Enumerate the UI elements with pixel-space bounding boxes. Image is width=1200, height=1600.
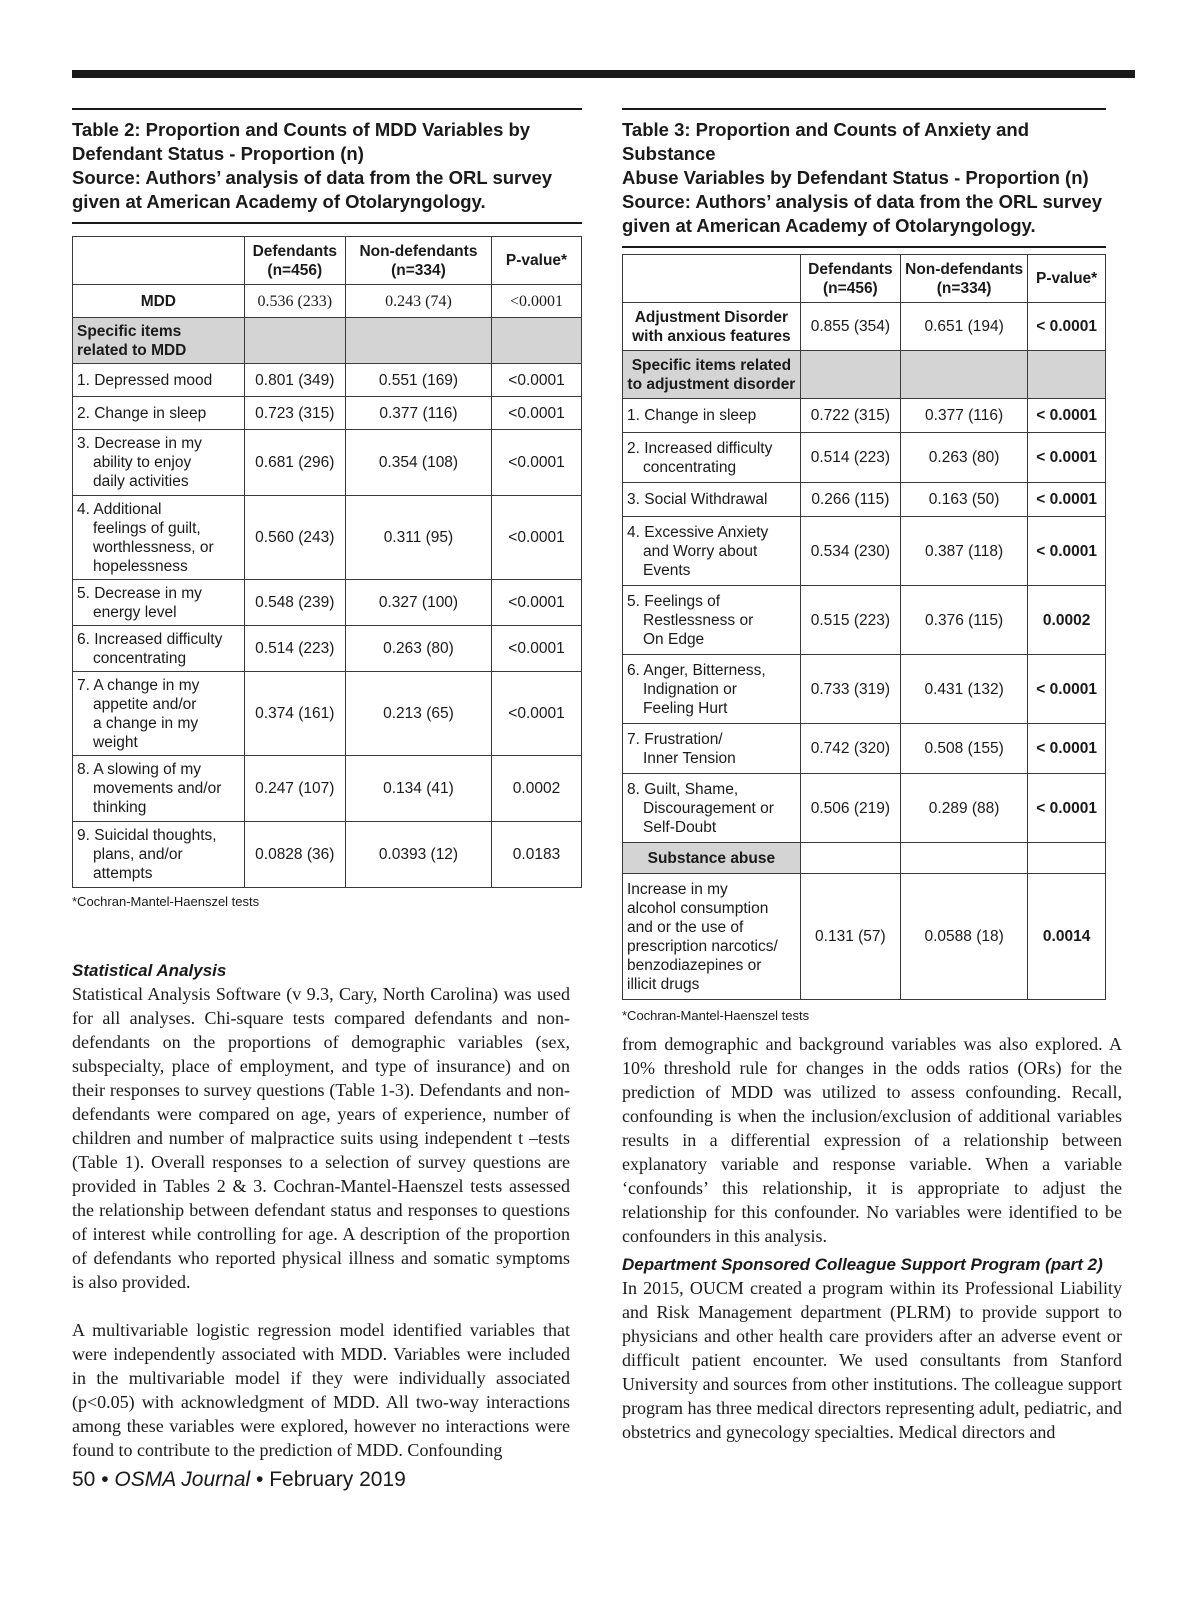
page-footer [72, 1468, 406, 1492]
table2-header-pvalue: P-value* [492, 237, 582, 285]
table3-row-label: 1. Change in sleep [623, 399, 801, 433]
top-rule [72, 70, 1135, 78]
table3-non-cell: 0.0588 (18) [901, 874, 1028, 1000]
table3-row [623, 724, 1106, 774]
table2-row [73, 496, 582, 580]
table2-def-cell: 0.548 (239) [244, 580, 345, 626]
table2-section-row [73, 318, 582, 364]
table3-p-cell: < 0.0001 [1028, 517, 1106, 586]
table3-header-pvalue: P-value* [1028, 255, 1106, 303]
table3-def-cell: 0.722 (315) [800, 399, 900, 433]
table2-mdd-label: MDD [73, 285, 245, 318]
table2-p-cell: <0.0001 [492, 626, 582, 672]
issue-date: February 2019 [269, 1468, 406, 1491]
table3-non-cell: 0.377 (116) [901, 399, 1028, 433]
table2-section-label: Specific items related to MDD [73, 318, 245, 364]
table3-row [623, 433, 1106, 483]
right-column [622, 108, 1122, 1442]
table3-row-label: 4. Excessive Anxiety and Worry about Events [623, 517, 801, 586]
table2-row-label: 4. Additional feelings of guilt, worthlessness, or hopelessness [73, 496, 245, 580]
table3-p-cell: < 0.0001 [1028, 483, 1106, 517]
body-paragraph: In 2015, OUCM created a program within its Professional Liability and Risk Management department (PLRM) to provide support to physicians and other health care providers after an adverse event or difficult patient encounter. We used consultants from Stanford University and sources from other institutions. The colleague support program has three medical directors representing adult, pediatric, and obstetrics and gynecology specialties. Medical directors and [622, 1278, 1122, 1442]
table2-p-cell: <0.0001 [492, 496, 582, 580]
table2-mdd-def: 0.536 (233) [244, 285, 345, 318]
table3-row-label: 8. Guilt, Shame, Discouragement or Self-Doubt [623, 774, 801, 843]
table2-row-label: 1. Depressed mood [73, 364, 245, 397]
table2-row-label: 5. Decrease in my energy level [73, 580, 245, 626]
table2-p-cell: <0.0001 [492, 580, 582, 626]
section-heading: Department Sponsored Colleague Support Program (part 2) [622, 1255, 1103, 1274]
table3-p-cell: 0.0014 [1028, 874, 1106, 1000]
footer-separator: • [256, 1468, 264, 1491]
table3-non-cell: 0.163 (50) [901, 483, 1028, 517]
table2-mdd-row [73, 285, 582, 318]
table2-p-cell: <0.0001 [492, 364, 582, 397]
table3-def-cell: 0.131 (57) [800, 874, 900, 1000]
table3-row [623, 874, 1106, 1000]
table2-row-label: 3. Decrease in my ability to enjoy daily activities [73, 430, 245, 496]
table3-section-row [623, 351, 1106, 399]
table3-section-blank [901, 351, 1028, 399]
table3-adjustment-def: 0.855 (354) [800, 303, 900, 351]
table3-p-cell: < 0.0001 [1028, 399, 1106, 433]
table2-def-cell: 0.560 (243) [244, 496, 345, 580]
table2-p-cell: <0.0001 [492, 397, 582, 430]
page-number: 50 [72, 1468, 96, 1491]
table3-row [623, 483, 1106, 517]
right-text-section [622, 1032, 1122, 1444]
table2-p-cell: <0.0001 [492, 430, 582, 496]
table2-non-cell: 0.213 (65) [345, 672, 491, 756]
table3-substance-blank [1028, 843, 1106, 874]
table3-row-label: 6. Anger, Bitterness, Indignation or Feeling Hurt [623, 655, 801, 724]
table2-header-defendants: Defendants (n=456) [244, 237, 345, 285]
table2-def-cell: 0.681 (296) [244, 430, 345, 496]
section-heading: Statistical Analysis [72, 961, 227, 980]
table2-def-cell: 0.0828 (36) [244, 822, 345, 888]
table2-row [73, 626, 582, 672]
table3-substance-section-row [623, 843, 1106, 874]
table3-row-label: 2. Increased difficulty concentrating [623, 433, 801, 483]
table2-non-cell: 0.134 (41) [345, 756, 491, 822]
body-paragraph: A multivariable logistic regression model identified variables that were independently associated with MDD. Variables were included in the multivariable model if they were individually associated (p<0.05) with acknowledgment of MDD. All two-way interactions among these variables were explored, however no interactions were found to contribute to the prediction of MDD. Confounding [72, 1320, 570, 1460]
table2-def-cell: 0.514 (223) [244, 626, 345, 672]
table2-row [73, 364, 582, 397]
table3-def-cell: 0.266 (115) [800, 483, 900, 517]
table3-header-blank [623, 255, 801, 303]
table2-row-label: 7. A change in my appetite and/or a change in my weight [73, 672, 245, 756]
table3-row [623, 586, 1106, 655]
table3-section-blank [1028, 351, 1106, 399]
table2-row [73, 397, 582, 430]
table2-p-cell: 0.0002 [492, 756, 582, 822]
table2-p-cell: <0.0001 [492, 672, 582, 756]
table3-row-label: 7. Frustration/ Inner Tension [623, 724, 801, 774]
table2-section-blank [345, 318, 491, 364]
table3-header-defendants: Defendants (n=456) [800, 255, 900, 303]
table2-def-cell: 0.723 (315) [244, 397, 345, 430]
table2-row [73, 822, 582, 888]
table3-def-cell: 0.514 (223) [800, 433, 900, 483]
table2-non-cell: 0.0393 (12) [345, 822, 491, 888]
table2-non-cell: 0.327 (100) [345, 580, 491, 626]
table2-row [73, 672, 582, 756]
table3-p-cell: 0.0002 [1028, 586, 1106, 655]
table3-def-cell: 0.515 (223) [800, 586, 900, 655]
table3-non-cell: 0.263 (80) [901, 433, 1028, 483]
table2-footnote: *Cochran-Mantel-Haenszel tests [72, 894, 260, 909]
table3-row [623, 774, 1106, 843]
table3-p-cell: < 0.0001 [1028, 433, 1106, 483]
table2-caption: Table 2: Proportion and Counts of MDD Variables by Defendant Status - Proportion (n) Source: Authors’ analysis of data from the ORL survey given at American Academy of Otolaryngology. [72, 108, 582, 224]
table3-section-label: Specific items related to adjustment disorder [623, 351, 801, 399]
table3-def-cell: 0.742 (320) [800, 724, 900, 774]
table2-header-blank [73, 237, 245, 285]
table3-footnote: *Cochran-Mantel-Haenszel tests [622, 1008, 810, 1023]
body-paragraph: Statistical Analysis Software (v 9.3, Cary, North Carolina) was used for all analyses. Chi-square tests compared defendants and non-defendants on the proportions of demographic variables (sex, subspecialty, place of employment, and type of insurance) and on their responses to survey questions (Table 1-3). Defendants and non-defendants were compared on age, years of experience, number of children and number of malpractice suits using independent t –tests (Table 1). Overall responses to a selection of survey questions are provided in Tables 2 & 3. Cochran-Mantel-Haenszel tests assessed the relationship between defendant status and responses to questions of interest while controlling for age. A description of the proportion of defendants who reported physical illness and somatic symptoms is also provided. [72, 984, 570, 1292]
left-column [72, 108, 582, 1460]
table3-def-cell: 0.534 (230) [800, 517, 900, 586]
table3-caption: Table 3: Proportion and Counts of Anxiety and Substance Abuse Variables by Defendant Status - Proportion (n) Source: Authors’ analysis of data from the ORL survey given at American Academy of Otolaryngology. [622, 108, 1106, 248]
table2-row-label: 2. Change in sleep [73, 397, 245, 430]
table3-substance-label: Substance abuse [623, 843, 801, 874]
table2-non-cell: 0.311 (95) [345, 496, 491, 580]
table2-def-cell: 0.801 (349) [244, 364, 345, 397]
table3-non-cell: 0.289 (88) [901, 774, 1028, 843]
journal-name: OSMA Journal [114, 1468, 251, 1491]
table2-row-label: 6. Increased difficulty concentrating [73, 626, 245, 672]
table2-header-nondefendants: Non-defendants (n=334) [345, 237, 491, 285]
table3-p-cell: < 0.0001 [1028, 655, 1106, 724]
table3-section-blank [800, 351, 900, 399]
table3-substance-blank [800, 843, 900, 874]
table3-adjustment-non: 0.651 (194) [901, 303, 1028, 351]
table3-p-cell: < 0.0001 [1028, 774, 1106, 843]
table3-header-row [623, 255, 1106, 303]
table2-non-cell: 0.354 (108) [345, 430, 491, 496]
footer-separator: • [101, 1468, 109, 1491]
table2-mdd-non: 0.243 (74) [345, 285, 491, 318]
table3-def-cell: 0.733 (319) [800, 655, 900, 724]
table2 [72, 236, 582, 888]
table3-row-label: 3. Social Withdrawal [623, 483, 801, 517]
statistical-analysis-section [72, 960, 570, 1462]
table3-non-cell: 0.387 (118) [901, 517, 1028, 586]
table3-non-cell: 0.376 (115) [901, 586, 1028, 655]
table3-def-cell: 0.506 (219) [800, 774, 900, 843]
table3-substance-blank [901, 843, 1028, 874]
table3-non-cell: 0.431 (132) [901, 655, 1028, 724]
table2-def-cell: 0.247 (107) [244, 756, 345, 822]
table2-header-row [73, 237, 582, 285]
table3-row [623, 655, 1106, 724]
table2-def-cell: 0.374 (161) [244, 672, 345, 756]
table2-section-blank [244, 318, 345, 364]
table2-non-cell: 0.263 (80) [345, 626, 491, 672]
table3-adjustment-p: < 0.0001 [1028, 303, 1106, 351]
table3-row-label: 5. Feelings of Restlessness or On Edge [623, 586, 801, 655]
table2-section-blank [492, 318, 582, 364]
table2-mdd-p: <0.0001 [492, 285, 582, 318]
table3-adjustment-label: Adjustment Disorder with anxious features [623, 303, 801, 351]
table2-row [73, 430, 582, 496]
table2-non-cell: 0.551 (169) [345, 364, 491, 397]
table2-row [73, 756, 582, 822]
table3-adjustment-row [623, 303, 1106, 351]
table2-p-cell: 0.0183 [492, 822, 582, 888]
table2-row-label: 8. A slowing of my movements and/or thinking [73, 756, 245, 822]
table3-header-nondefendants: Non-defendants (n=334) [901, 255, 1028, 303]
table3 [622, 254, 1106, 1000]
table3-row [623, 399, 1106, 433]
body-paragraph: from demographic and background variables was also explored. A 10% threshold rule for changes in the odds ratios (ORs) for the prediction of MDD was utilized to assess confounding. Recall, confounding is when the inclusion/exclusion of additional variables results in a differential expression of a relationship between explanatory variable and response variable. When a variable ‘confounds’ this relationship, it is appropriate to adjust the relationship for this confounder. No variables were identified to be confounders in this analysis. [622, 1034, 1122, 1246]
table3-p-cell: < 0.0001 [1028, 724, 1106, 774]
table3-row-label: Increase in my alcohol consumption and or the use of prescription narcotics/ benzodiazepines or illicit drugs [623, 874, 801, 1000]
table2-non-cell: 0.377 (116) [345, 397, 491, 430]
table3-non-cell: 0.508 (155) [901, 724, 1028, 774]
table2-row-label: 9. Suicidal thoughts, plans, and/or attempts [73, 822, 245, 888]
table3-row [623, 517, 1106, 586]
table2-row [73, 580, 582, 626]
